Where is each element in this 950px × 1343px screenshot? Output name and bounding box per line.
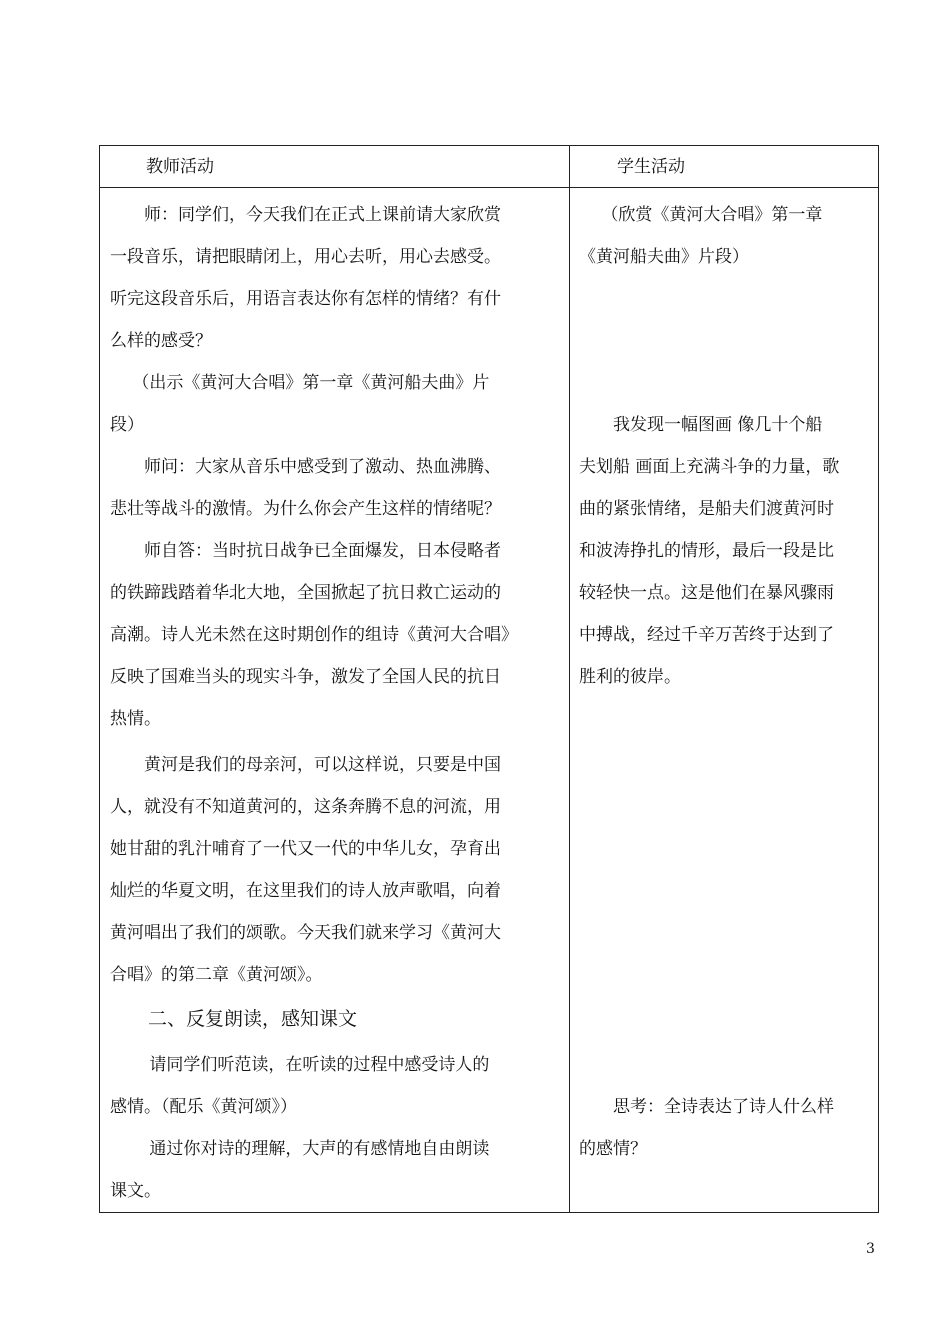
teacher-paragraph-question: 师问：大家从音乐中感受到了激动、热血沸腾、 悲壮等战斗的激情。为什么你会产生这样的情绪呢？	[110, 457, 501, 519]
teacher-paragraph-intro: 师：同学们，今天我们在正式上课前请大家欣赏 一段音乐，请把眼睛闭上，用心去听，用心去感受。 听完这段音乐后，用语言表达你有怎样的情绪？有什 么样的感受？	[110, 205, 501, 351]
column-divider	[569, 146, 570, 1212]
page-number: 3	[866, 1241, 875, 1257]
header-divider	[100, 187, 878, 188]
teacher-column-header: 教师活动	[146, 157, 214, 177]
teacher-paragraph-show-music: （出示《黄河大合唱》第一章《黄河船夫曲》片 段）	[110, 373, 490, 435]
teacher-paragraph-free-reading: 通过你对诗的理解，大声的有感情地自由朗读 课文。	[110, 1139, 490, 1201]
teacher-paragraph-model-reading: 请同学们听范读，在听读的过程中感受诗人的 感情。（配乐《黄河颂》）	[110, 1055, 490, 1117]
student-paragraph-think: 思考：全诗表达了诗人什么样 的感情？	[579, 1097, 834, 1159]
student-column-header: 学生活动	[617, 157, 685, 177]
student-paragraph-response: 我发现一幅图画 像几十个船 夫划船 画面上充满斗争的力量，歌 曲的紧张情绪，是船夫们渡黄河时 和波涛挣扎的情形，最后一段是比 较轻快一点。这是他们在暴风骤雨 中搏战，经过千辛万苦终于达到了 胜利的彼岸。	[579, 415, 840, 687]
teacher-paragraph-background: 师自答：当时抗日战争已全面爆发，日本侵略者 的铁蹄践踏着华北大地，全国掀起了抗日救亡运动的 高潮。诗人光未然在这时期创作的组诗《黄河大合唱》 反映了国难当头的现实斗争，激发了全国人民的抗日 热情。	[110, 541, 518, 729]
student-paragraph-listen: （欣赏《黄河大合唱》第一章 《黄河船夫曲》片段）	[579, 205, 823, 267]
section-heading-reading: 二、反复朗读，感知课文	[110, 1008, 358, 1030]
teacher-paragraph-yellow-river: 黄河是我们的母亲河，可以这样说，只要是中国 人，就没有不知道黄河的，这条奔腾不息的河流，用 她甘甜的乳汁哺育了一代又一代的中华儿女，孕育出 灿烂的华夏文明，在这里我们的诗人放声歌唱，向着 黄河唱出了我们的颂歌。今天我们就来学习《黄河大 合唱》的第二章《黄河颂》。	[110, 755, 501, 985]
lesson-table	[99, 145, 879, 1213]
